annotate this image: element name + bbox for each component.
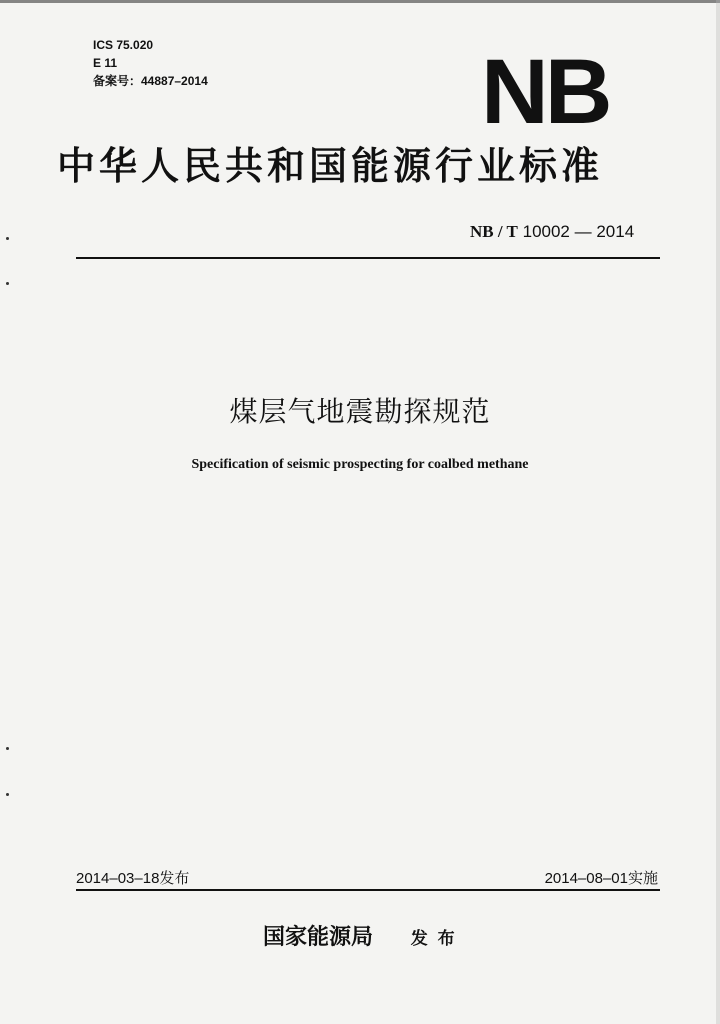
publisher-verb: 发布 [410, 929, 465, 949]
publisher [263, 920, 465, 951]
scan-right-edge [716, 0, 720, 1024]
issue-date: 2014–03–18发布 [76, 870, 190, 887]
class-code: E 11 [93, 56, 118, 70]
org-title: 中华人民共和国能源行业标准 [57, 143, 604, 188]
title-chinese: 煤层气地震勘探规范 [229, 395, 491, 428]
title-english: Specification of seismic prospecting for coalbed methane [191, 457, 529, 472]
classification-block [93, 36, 208, 90]
scan-speck [6, 747, 9, 750]
publisher-name: 国家能源局 [263, 924, 374, 950]
scan-speck [6, 237, 9, 240]
ics-code: ICS 75.020 [93, 38, 154, 52]
record-number: 备案号：44887–2014 [93, 74, 208, 88]
scan-speck [6, 282, 9, 285]
scan-top-edge [0, 0, 720, 3]
bottom-rule [76, 889, 660, 891]
nb-logo: NB [481, 41, 609, 143]
standard-number [470, 222, 634, 242]
standard-prefix: NB / T [470, 222, 518, 241]
scan-speck [6, 793, 9, 796]
implementation-date: 2014–08–01实施 [544, 870, 658, 887]
top-rule [76, 257, 660, 259]
standard-code: 10002 — 2014 [522, 222, 635, 241]
